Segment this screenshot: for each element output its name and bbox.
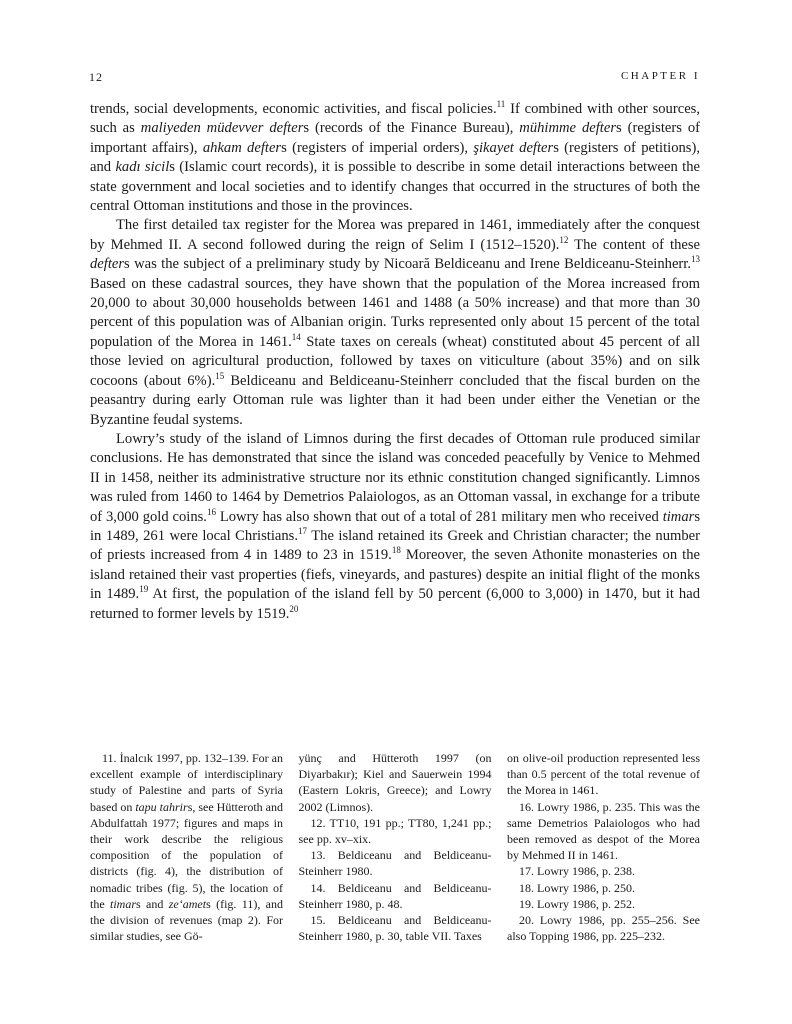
text-run: s was the subject of a preliminary study by Nicoară Beldiceanu and Irene Beldiceanu-Steinherr. [124, 256, 691, 273]
footnote-ref: 12 [559, 234, 569, 245]
page-number: 12 [89, 70, 103, 84]
footnote [507, 863, 700, 879]
text-run: s, see Hütteroth and Abdulfattah 1977; figures and maps in their work describe the religious composition of the population of districts (fig. 4), the distribution of nomadic tribes (fig. 5), the location of the [90, 799, 284, 911]
text-run: s (registers of imperial orders), [281, 139, 474, 156]
footnote [507, 896, 700, 912]
footnote [299, 815, 492, 847]
text-run: 17. Lowry 1986, p. 238. [519, 864, 635, 879]
footnote [299, 912, 492, 944]
main-text [90, 100, 700, 624]
footnote-ref: 13 [691, 254, 700, 265]
text-run: Lowry has also shown that out of a total of 281 military men who received [215, 508, 663, 525]
footnote-ref: 14 [291, 332, 301, 343]
text-run: 19. Lowry 1986, p. 252. [519, 896, 635, 911]
text-run: At first, the population of the island fell by 50 percent (6,000 to 3,000) in 1470, but it had returned to former levels by 1519. [90, 586, 700, 622]
text-run: The island retained its Greek and Christian character; the number of priests increased from 4 in 1489 to 23 in 1519. [90, 527, 700, 564]
footnote-ref: 18 [391, 545, 401, 556]
footnote [299, 847, 492, 879]
paragraph [90, 216, 700, 429]
italic-term: şikayet defter [473, 139, 554, 156]
running-head: CHAPTER I [620, 70, 700, 82]
italic-term: ze‘amet [168, 896, 207, 911]
paragraph [90, 430, 700, 624]
text-run: 11. İnalcık 1997, pp. 132–139. For an excellent example of interdisciplinary study of Palestine and parts of Syria based on [90, 751, 283, 814]
footnote-column [299, 750, 492, 944]
text-run: 15. Beldiceanu and Beldiceanu-Steinherr 1980, p. 30, table VII. Taxes [298, 913, 492, 944]
text-run: on olive-oil production represented less than 0.5 percent of the total revenue of the Morea in 1461. [507, 751, 700, 798]
text-run: 18. Lowry 1986, p. 250. [519, 880, 635, 895]
text-run: s (registers of important affairs), [90, 120, 700, 156]
footnote-ref: 16 [206, 506, 216, 517]
text-run: s and [136, 896, 169, 911]
italic-term: timar [110, 896, 137, 911]
italic-term: ahkam defter [202, 139, 282, 156]
footnote [507, 750, 700, 799]
footnotes [90, 750, 700, 944]
text-run: Lowry’s study of the island of Limnos during the first decades of Ottoman rule produced similar conclusions. He has demonstrated that since the island was conceded peacefully by Venice to Mehmed II in 1458, neither its administrative structure nor its ethnic constitution changed significantly. Limnos was ruled from 1460 to 1464 by Demetrios Palaiologos, as an Ottoman vassal, in exchange for a tribute of 3,000 gold coins. [90, 430, 700, 525]
italic-term: mühimme defter [519, 120, 616, 137]
text-run: s (Islamic court records), it is possible to describe in some detail interactions between the state government and local societies and to identify changes that occurred in the structures of both the central Ottoman institutions and those in the provinces. [90, 159, 700, 215]
text-run: 14. Beldiceanu and Beldiceanu-Steinherr 1980, p. 48. [298, 880, 492, 911]
footnote-ref: 11 [496, 99, 506, 110]
footnote [507, 799, 700, 864]
footnote-ref: 19 [139, 584, 149, 595]
italic-term: kadı sicil [115, 159, 170, 176]
footnote-column [90, 750, 283, 944]
text-run: The first detailed tax register for the Morea was prepared in 1461, immediately after the conquest by Mehmed II. A second followed during the reign of Selim I (1512–1520). [90, 217, 700, 253]
text-run: 20. Lowry 1986, pp. 255–256. See also Topping 1986, pp. 225–232. [507, 913, 700, 944]
footnote [90, 750, 283, 944]
text-run: 16. Lowry 1986, p. 235. This was the same Demetrios Palaiologos who had been removed as despot of the Morea by Mehmed II in 1461. [507, 799, 700, 863]
footnote-column [507, 750, 700, 944]
footnote-ref: 20 [289, 603, 299, 614]
paragraph [90, 100, 700, 216]
text-run: Moreover, the seven Athonite monasteries on the island retained their vast properties (fiefs, vineyards, and pastures) despite an initial flight of the monks in 1489. [90, 547, 700, 603]
italic-term: maliyeden müdevver defter [140, 120, 304, 137]
text-run: 13. Beldiceanu and Beldiceanu-Steinherr 1980. [298, 848, 492, 879]
text-run: 12. TT10, 191 pp.; TT80, 1,241 pp.; see pp. xv–xix. [298, 815, 492, 847]
footnote [507, 880, 700, 896]
footnote-ref: 15 [215, 370, 225, 381]
text-run: Based on these cadastral sources, they have shown that the population of the Morea increased from 20,000 to about 30,000 households between 1461 and 1488 (a 50% increase) and that more than 30 percent of this population was of Albanian origin. Turks represented only about 15 percent of the total population of the Morea in 1461. [90, 275, 700, 350]
footnote [299, 880, 492, 912]
footnote-ref: 17 [298, 526, 308, 537]
text-run: yünç and Hütteroth 1997 (on Diyarbakır); Kiel and Sauerwein 1994 (Eastern Lokris, Greece); and Lowry 2002 (Limnos). [298, 751, 492, 814]
italic-term: timar [662, 508, 695, 525]
text-run: s (registers of petitions), and [90, 139, 700, 176]
footnote [507, 912, 700, 944]
text-run: trends, social developments, economic activities, and fiscal policies. [90, 101, 497, 117]
text-run: If combined with other sources, such as [90, 101, 700, 137]
text-run: s in 1489, 261 were local Christians. [90, 508, 700, 544]
text-run: s (fig. 11), and the division of revenues (map 2). For similar studies, see Gö- [90, 896, 283, 944]
text-run: The content of these [568, 236, 700, 253]
italic-term: defter [90, 256, 125, 273]
text-run: s (records of the Finance Bureau), [303, 120, 520, 137]
text-run: State taxes on cereals (wheat) constituted about 45 percent of all those levied on agricultural production, followed by taxes on viticulture (about 35%) and on silk cocoons (about 6%). [90, 333, 700, 389]
italic-term: tapu tahrir [135, 799, 188, 814]
text-run: Beldiceanu and Beldiceanu-Steinherr concluded that the fiscal burden on the peasantry during early Ottoman rule was lighter than it had been under either the Venetian or the Byzantine feudal systems. [90, 372, 700, 428]
footnote [299, 750, 492, 815]
